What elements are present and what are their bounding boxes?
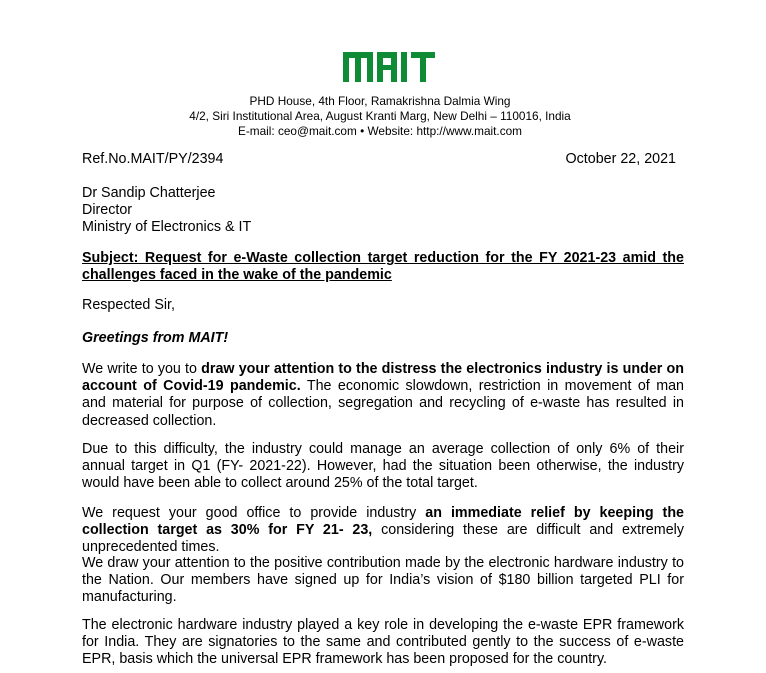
letter-date: October 22, 2021	[565, 151, 676, 167]
paragraph-3-emphasis: an immediate relief by keeping the collection target as 30% for FY 21- 23,	[82, 505, 685, 539]
recipient-name: Dr Sandip Chatterjee	[82, 185, 216, 201]
paragraph-1-emphasis: draw your attention to the distress the electronics industry is under on account of Covid-19 pandemic.	[82, 361, 684, 395]
paragraph-1	[82, 361, 684, 430]
mait-logo-glyphs	[343, 52, 435, 82]
address-line-2: 4/2, Siri Institutional Area, August Kranti Marg, New Delhi – 110016, India	[189, 109, 571, 123]
salutation: Respected Sir,	[82, 297, 175, 313]
paragraph-3	[82, 505, 684, 557]
address-line-1: PHD House, 4th Floor, Ramakrishna Dalmia Wing	[249, 94, 511, 108]
mait-logo	[341, 46, 437, 86]
paragraph-3-rest: considering these are difficult and extremely unprecedented times.	[82, 522, 684, 556]
contact-line: E-mail: ceo@mait.com • Website: http://www.mait.com	[237, 124, 522, 138]
paragraph-2: Due to this difficulty, the industry could manage an average collection of only 6% of their annual target in Q1 (FY- 2021-22). However, had the situation been otherwise, the industry would have been able to collect around 25% of the total target.	[82, 441, 684, 492]
recipient-title: Director	[82, 202, 133, 218]
paragraph-4: We draw your attention to the positive contribution made by the electronic hardware industry to the Nation. Our members have signed up for India’s vision of $180 billion targeted PLI for manufacturing.	[82, 555, 684, 606]
mait-logo-text: MAIT	[341, 46, 344, 47]
recipient-org: Ministry of Electronics & IT	[82, 219, 252, 235]
paragraph-1-intro: We write to you to	[82, 361, 202, 377]
paragraph-3-intro: We request your good office to provide industry	[82, 505, 426, 521]
reference-number: Ref.No.MAIT/PY/2394	[82, 151, 224, 167]
subject-line: Subject: Request for e-Waste collection target reduction for the FY 2021-23 amid the challenges faced in the wake of the pandemic	[82, 250, 684, 284]
paragraph-1-rest: The economic slowdown, restriction in movement of man and material for purpose of collection, segregation and recycling of e-waste has resulted in decreased collection.	[82, 378, 685, 429]
paragraph-5: The electronic hardware industry played a key role in developing the e-waste EPR framework for India. They are signatories to the same and contributed gently to the success of e-waste EPR, basis which the universal EPR framework has been proposed for the country.	[82, 617, 684, 668]
greeting: Greetings from MAIT!	[82, 330, 229, 346]
